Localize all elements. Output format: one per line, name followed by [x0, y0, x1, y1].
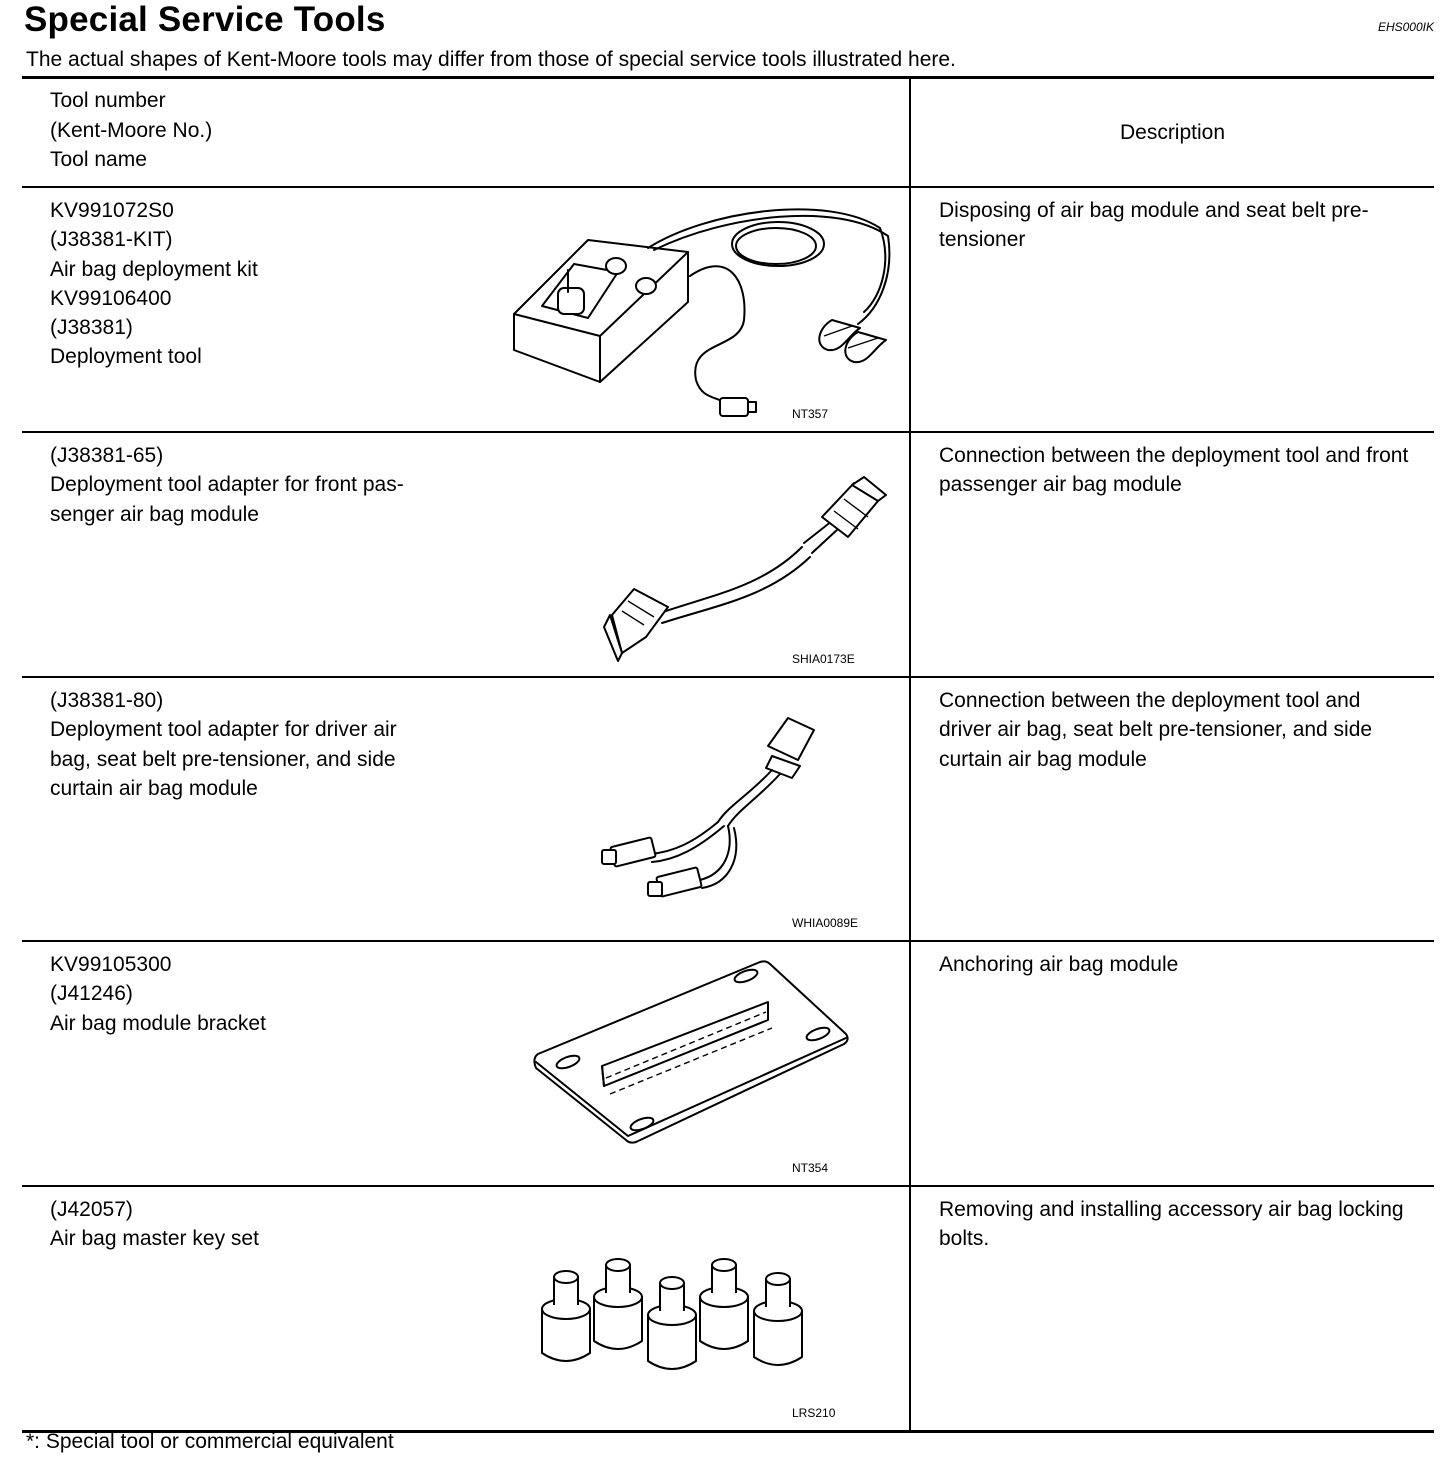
key-socket: [754, 1273, 802, 1365]
key-socket: [648, 1277, 696, 1369]
document-code: EHS000IK: [1377, 20, 1434, 34]
tool-column-header: [22, 78, 910, 188]
tool-info: [50, 686, 480, 803]
description-cell: Anchoring air bag module: [910, 941, 1434, 1186]
tool-header-line: Tool number: [50, 89, 166, 112]
tool-line: (J38381-80): [50, 689, 164, 712]
table-row: [22, 941, 1434, 1186]
key-socket: [594, 1259, 642, 1349]
tool-line: KV99105300: [50, 953, 172, 976]
tool-line: (J38381-KIT): [50, 228, 173, 252]
tool-cell: [22, 941, 910, 1186]
figure-code: NT357: [792, 407, 829, 421]
tool-info: [50, 196, 480, 372]
bracket-plate-illustration: [510, 954, 860, 1154]
tool-header-line: Tool name: [50, 148, 147, 171]
table-row: [22, 677, 1434, 941]
footnote: *: Special tool or commercial equivalent: [26, 1430, 394, 1453]
tool-info: [50, 1195, 480, 1254]
tool-line: Air bag module bracket: [50, 1011, 266, 1035]
deployment-kit-illustration: [508, 200, 908, 430]
tool-header-line: (Kent-Moore No.): [50, 118, 213, 142]
description-column-header: Description: [910, 78, 1434, 188]
table-header-row: [22, 78, 1434, 188]
tool-line: curtain air bag module: [50, 776, 258, 800]
tool-line: (J41246): [50, 982, 133, 1006]
tool-line: Deployment tool adapter for front pas-: [50, 473, 404, 497]
description-cell: Removing and installing accessory air bag locking bolts.: [910, 1186, 1434, 1432]
tool-line: Air bag master key set: [50, 1227, 259, 1251]
tool-cell: [22, 432, 910, 677]
tool-cell: [22, 1186, 910, 1432]
tool-line: Deployment tool adapter for driver air: [50, 718, 397, 742]
table-row: [22, 187, 1434, 432]
tool-line: Deployment tool: [50, 345, 202, 369]
tool-info: [50, 950, 480, 1038]
tool-info: [50, 441, 480, 529]
key-socket: [542, 1271, 590, 1361]
master-key-set-illustration: [532, 1253, 832, 1383]
page-subtitle: The actual shapes of Kent-Moore tools may differ from those of special service tools illustrated here.: [26, 48, 956, 71]
key-socket: [700, 1259, 748, 1349]
figure-code: SHIA0173E: [792, 652, 855, 666]
adapter-cable-illustration: [582, 477, 902, 667]
figure-code: LRS210: [792, 1406, 836, 1420]
figure-code: NT354: [792, 1161, 829, 1175]
tool-line: senger air bag module: [50, 502, 259, 526]
page-title: Special Service Tools: [24, 0, 386, 39]
tool-line: (J38381): [50, 316, 133, 340]
table-row: [22, 1186, 1434, 1432]
y-adapter-cable-illustration: [578, 712, 848, 922]
figure-code: WHIA0089E: [792, 916, 859, 930]
tool-line: KV991072S0: [50, 199, 174, 222]
tool-cell: [22, 187, 910, 432]
description-cell: Connection between the deployment tool and front passenger air bag module: [910, 432, 1434, 677]
tool-line: KV99106400: [50, 286, 172, 310]
table-row: [22, 432, 1434, 677]
tool-cell: [22, 677, 910, 941]
description-cell: Disposing of air bag module and seat belt pre-tensioner: [910, 187, 1434, 432]
description-cell: Connection between the deployment tool and driver air bag, seat belt pre-tensioner, and side curtain air bag module: [910, 677, 1434, 941]
special-service-tools-table: [22, 76, 1434, 1433]
tool-line: (J42057): [50, 1198, 133, 1221]
tool-line: bag, seat belt pre-tensioner, and side: [50, 747, 396, 771]
tool-line: Air bag deployment kit: [50, 257, 258, 281]
tool-line: (J38381-65): [50, 444, 164, 467]
